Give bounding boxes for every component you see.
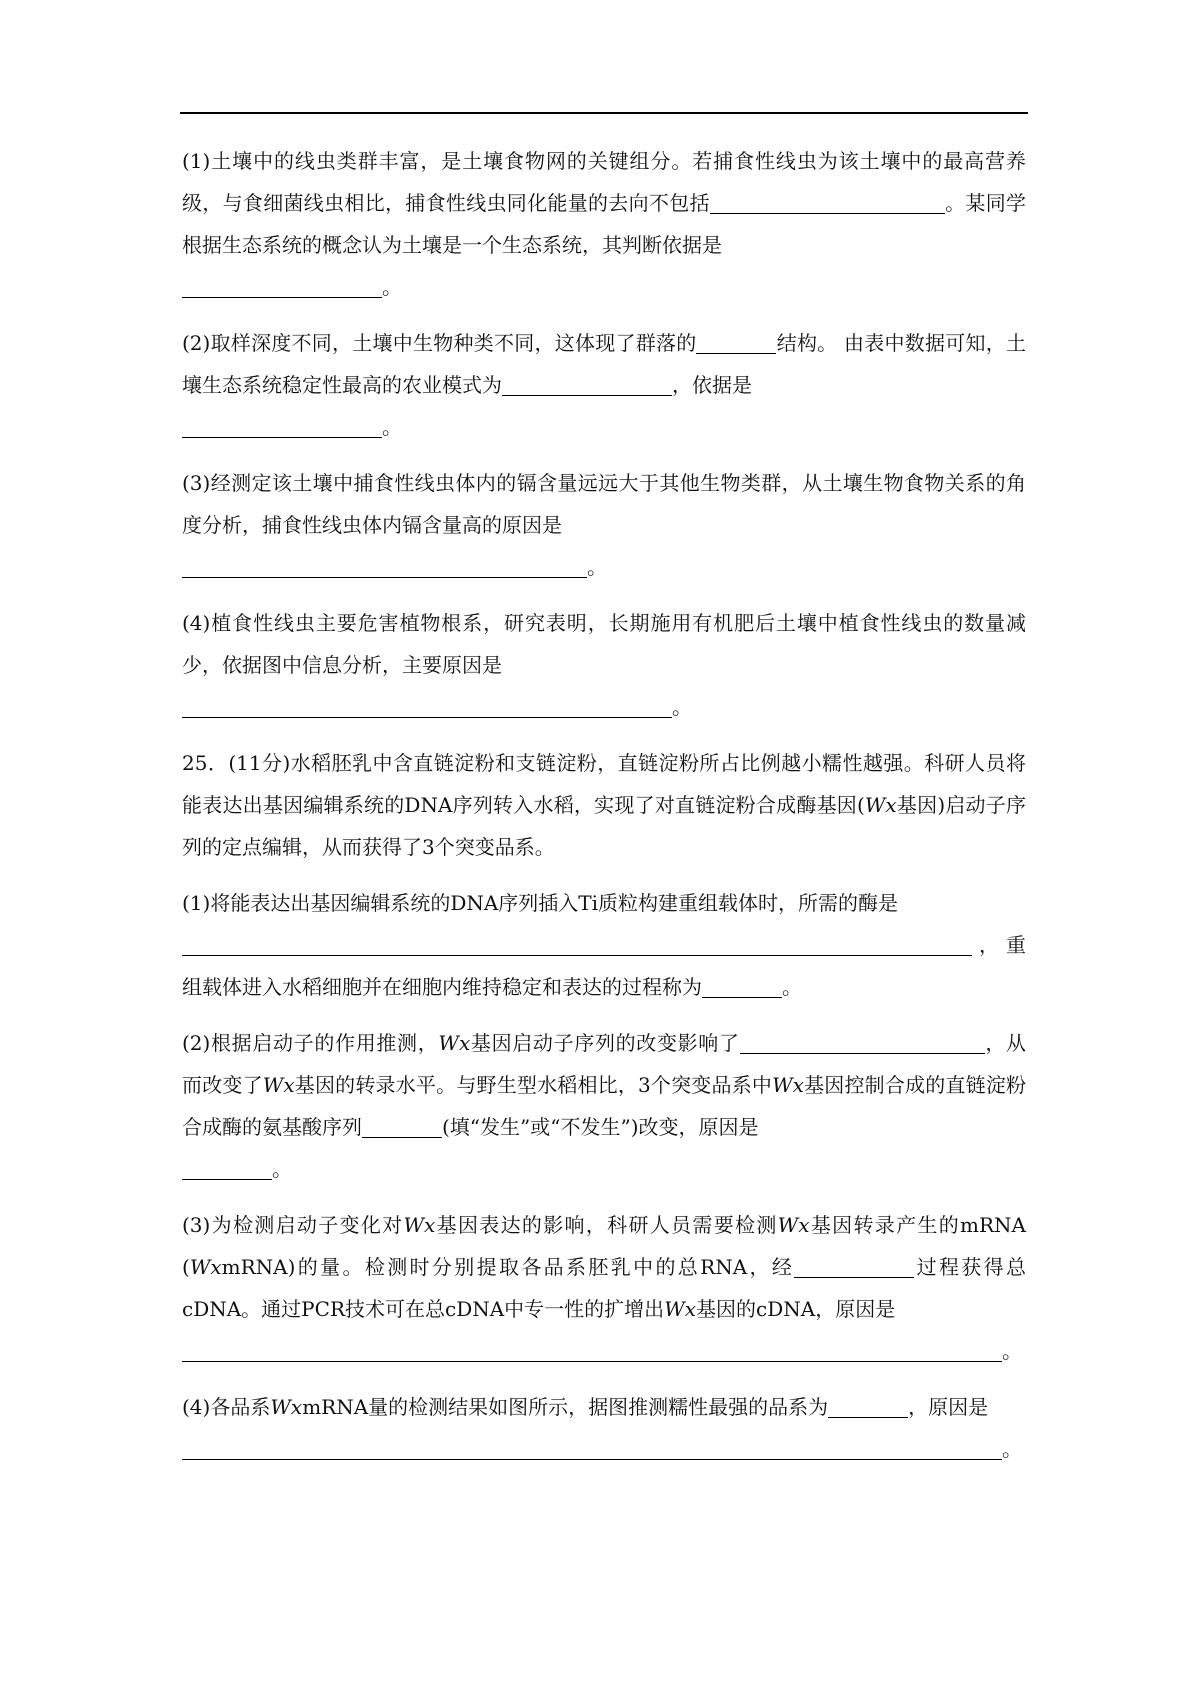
q25-part4-text: (4)各品系 [182, 1395, 271, 1419]
header-rule [180, 112, 1028, 114]
q25-part2-text: (填“发生”或“不发生”)改变，原因是 [442, 1115, 759, 1139]
q25-part2-text: 基因启动子序列的改变影响了 [470, 1031, 740, 1055]
gene-symbol: Wx [262, 1073, 295, 1097]
q25-part3-text: 过程获得总 cDNA。通过PCR技术可在总cDNA中专一性的扩增出 [182, 1255, 1027, 1321]
gene-symbol: Wx [864, 793, 897, 817]
q25-part2-text: 。 [272, 1157, 292, 1181]
gene-symbol: Wx [772, 1073, 804, 1097]
q25-part1 [182, 882, 1026, 1008]
q24-part2 [182, 322, 1026, 448]
q25-part1-text: (1)将能表达出基因编辑系统的DNA序列插入Ti质粒构建重组载体时，所需的酶是 [182, 891, 899, 915]
gene-symbol: Wx [664, 1297, 697, 1321]
answer-blank[interactable] [696, 329, 776, 354]
page-content [182, 140, 1026, 1484]
answer-blank[interactable] [828, 1393, 908, 1418]
q24-part4-text: 。 [672, 695, 692, 719]
q25-part4-text: ，原因是 [908, 1395, 989, 1419]
q24-part2-text: (2)取样深度不同，土壤中生物种类不同，这体现了群落的 [182, 331, 697, 355]
answer-blank[interactable] [182, 1155, 272, 1180]
q25-part3-text: 基因的cDNA，原因是 [696, 1297, 896, 1321]
q24-part1-text: 。某同学根据生态系统的概念认为土壤是一个生态系统，其判断依据是 [182, 191, 1027, 257]
q24-part3 [182, 462, 1026, 588]
answer-blank[interactable] [182, 693, 672, 718]
answer-blank[interactable] [710, 189, 945, 214]
q24-part3-text: 。 [587, 555, 607, 579]
answer-blank[interactable] [182, 553, 587, 578]
answer-blank[interactable] [182, 1435, 1002, 1460]
q25-part2-text: (2)根据启动子的作用推测， [182, 1031, 439, 1055]
q25-part3-text: 基因表达的影响，科研人员需要检测 [435, 1213, 778, 1237]
q25-part4-text: 。 [1002, 1437, 1022, 1461]
q24-part2-text: ，依据是 [672, 373, 752, 397]
q25-part2-text: ，从而改变了 [182, 1031, 1026, 1097]
gene-symbol: Wx [270, 1395, 303, 1419]
gene-symbol: Wx [438, 1031, 471, 1055]
answer-blank[interactable] [794, 1253, 914, 1278]
answer-blank[interactable] [740, 1029, 985, 1054]
q25-part2-text: 基因的转录水平。与野生型水稻相比，3个突变品系中 [294, 1073, 773, 1097]
answer-blank[interactable] [182, 1337, 1002, 1362]
q25-part2-text: 基因控制合成的直链淀粉合成酶的氨基酸序列 [182, 1073, 1027, 1139]
q24-part4-text: (4)植食性线虫主要危害植物根系，研究表明，长期施用有机肥后土壤中植食性线虫的数量减少，依据图中信息分析，主要原因是 [182, 611, 1026, 677]
q24-part4 [182, 602, 1026, 728]
q25-part3-text: 。 [1002, 1339, 1022, 1363]
answer-blank[interactable] [182, 273, 382, 298]
q25-part3 [182, 1204, 1026, 1372]
q25-part1-text: 。 [782, 975, 802, 999]
q25-intro-text: 25．(11分)水稻胚乳中含直链淀粉和支链淀粉，直链淀粉所占比例越小糯性越强。科研人员将能表达出基因编辑系统的DNA序列转入水稻，实现了对直链淀粉合成酶基因( [182, 751, 1026, 817]
q24-part1-text: 。 [382, 275, 402, 299]
q24-part1 [182, 140, 1026, 308]
q25-part3-text: (3)为检测启动子变化对 [182, 1213, 404, 1237]
gene-symbol: Wx [777, 1213, 810, 1237]
q25-intro-text: 基因)启动子序列的定点编辑，从而获得了3个突变品系。 [182, 793, 1026, 859]
q25-intro [182, 742, 1026, 868]
q24-part1-text: (1)土壤中的线虫类群丰富，是土壤食物网的关键组分。若捕食性线虫为该土壤中的最高营养级，与食细菌线虫相比，捕食性线虫同化能量的去向不包括 [182, 149, 1026, 215]
q24-part2-text: 结构。 由表中数据可知，土壤生态系统稳定性最高的农业模式为 [182, 331, 1026, 397]
q24-part3-text: (3)经测定该土壤中捕食性线虫体内的镉含量远远大于其他生物类群，从土壤生物食物关系的角度分析，捕食性线虫体内镉含量高的原因是 [182, 471, 1026, 537]
q24-part2-text: 。 [382, 415, 402, 439]
answer-blank[interactable] [502, 371, 672, 396]
q25-part3-text: mRNA)的量。检测时分别提取各品系胚乳中的总RNA，经 [221, 1255, 795, 1279]
q25-part4-text: mRNA量的检测结果如图所示，据图推测糯性最强的品系为 [302, 1395, 829, 1419]
gene-symbol: Wx [189, 1255, 222, 1279]
q25-part3-text: 基因转录产生的mRNA ( [182, 1213, 1026, 1279]
q25-part4 [182, 1386, 1026, 1470]
answer-blank[interactable] [182, 931, 972, 956]
answer-blank[interactable] [362, 1113, 442, 1138]
q25-part2 [182, 1022, 1026, 1190]
answer-blank[interactable] [182, 413, 382, 438]
gene-symbol: Wx [403, 1213, 436, 1237]
answer-blank[interactable] [702, 973, 782, 998]
q25-part1-text: ，重组载体进入水稻细胞并在细胞内维持稳定和表达的过程称为 [182, 933, 1026, 999]
